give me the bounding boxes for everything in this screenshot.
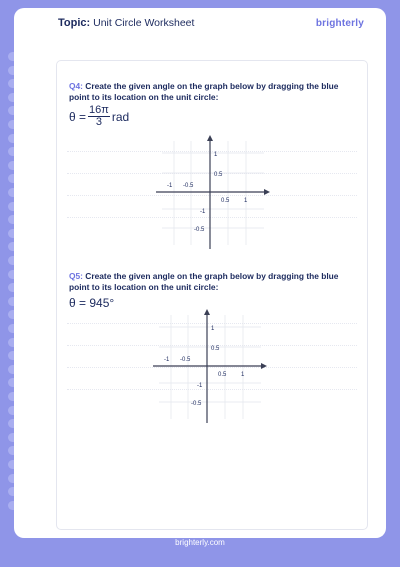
angle-prefix: θ = [69,109,87,124]
page-header [14,8,386,38]
footer-url: brighterly.com [175,538,225,547]
y-tick-label: -1 [197,383,203,389]
question-5-angle: θ = 945° [69,296,115,310]
topic-heading [58,17,194,29]
brighterly-logo: brighterly [315,17,364,29]
question-4-prompt: Create the given angle on the graph below by dragging the blue point to its location on the unit circle: [69,81,339,102]
angle-denominator: 3 [95,116,102,128]
unit-circle-graph-q4[interactable] [152,133,272,251]
question-4-text [69,81,359,103]
x-tick-label: -0.5 [180,357,191,363]
angle-suffix: rad [111,109,130,124]
unit-circle-graph-q5[interactable] [149,307,269,425]
y-tick-label: 0.5 [211,346,220,352]
y-tick-label: 1 [211,326,215,332]
y-tick-label: 0.5 [214,172,223,178]
x-axis-arrow-icon [264,189,270,195]
x-tick-label: -1 [167,183,173,189]
angle-fraction [88,105,110,128]
question-5-prompt: Create the given angle on the graph below by dragging the blue point to its location on the unit circle: [69,271,339,292]
grid-lines [159,315,261,419]
x-tick-label: -0.5 [183,183,194,189]
worksheet-page [14,8,386,538]
x-tick-label: -1 [164,357,170,363]
x-tick-label: 0.5 [221,198,230,204]
question-5-number: Q5: [69,271,83,281]
y-tick-label: 1 [214,152,218,158]
angle-numerator: 16π [89,104,109,116]
topic-label: Topic: [58,17,91,29]
y-axis-arrow-icon [204,309,210,315]
y-tick-label: -1 [200,209,206,215]
topic-title: Unit Circle Worksheet [93,17,195,29]
question-4-number: Q4: [69,81,83,91]
question-5-text [69,271,359,293]
x-axis-arrow-icon [261,363,267,369]
question-4-angle [69,105,129,128]
question-card [56,60,368,530]
grid-lines [162,141,264,245]
y-axis-arrow-icon [207,135,213,141]
x-tick-label: 1 [241,372,245,378]
x-tick-label: 0.5 [218,372,227,378]
y-tick-label: -0.5 [194,227,205,233]
x-tick-label: 1 [244,198,248,204]
y-tick-label: -0.5 [191,401,202,407]
